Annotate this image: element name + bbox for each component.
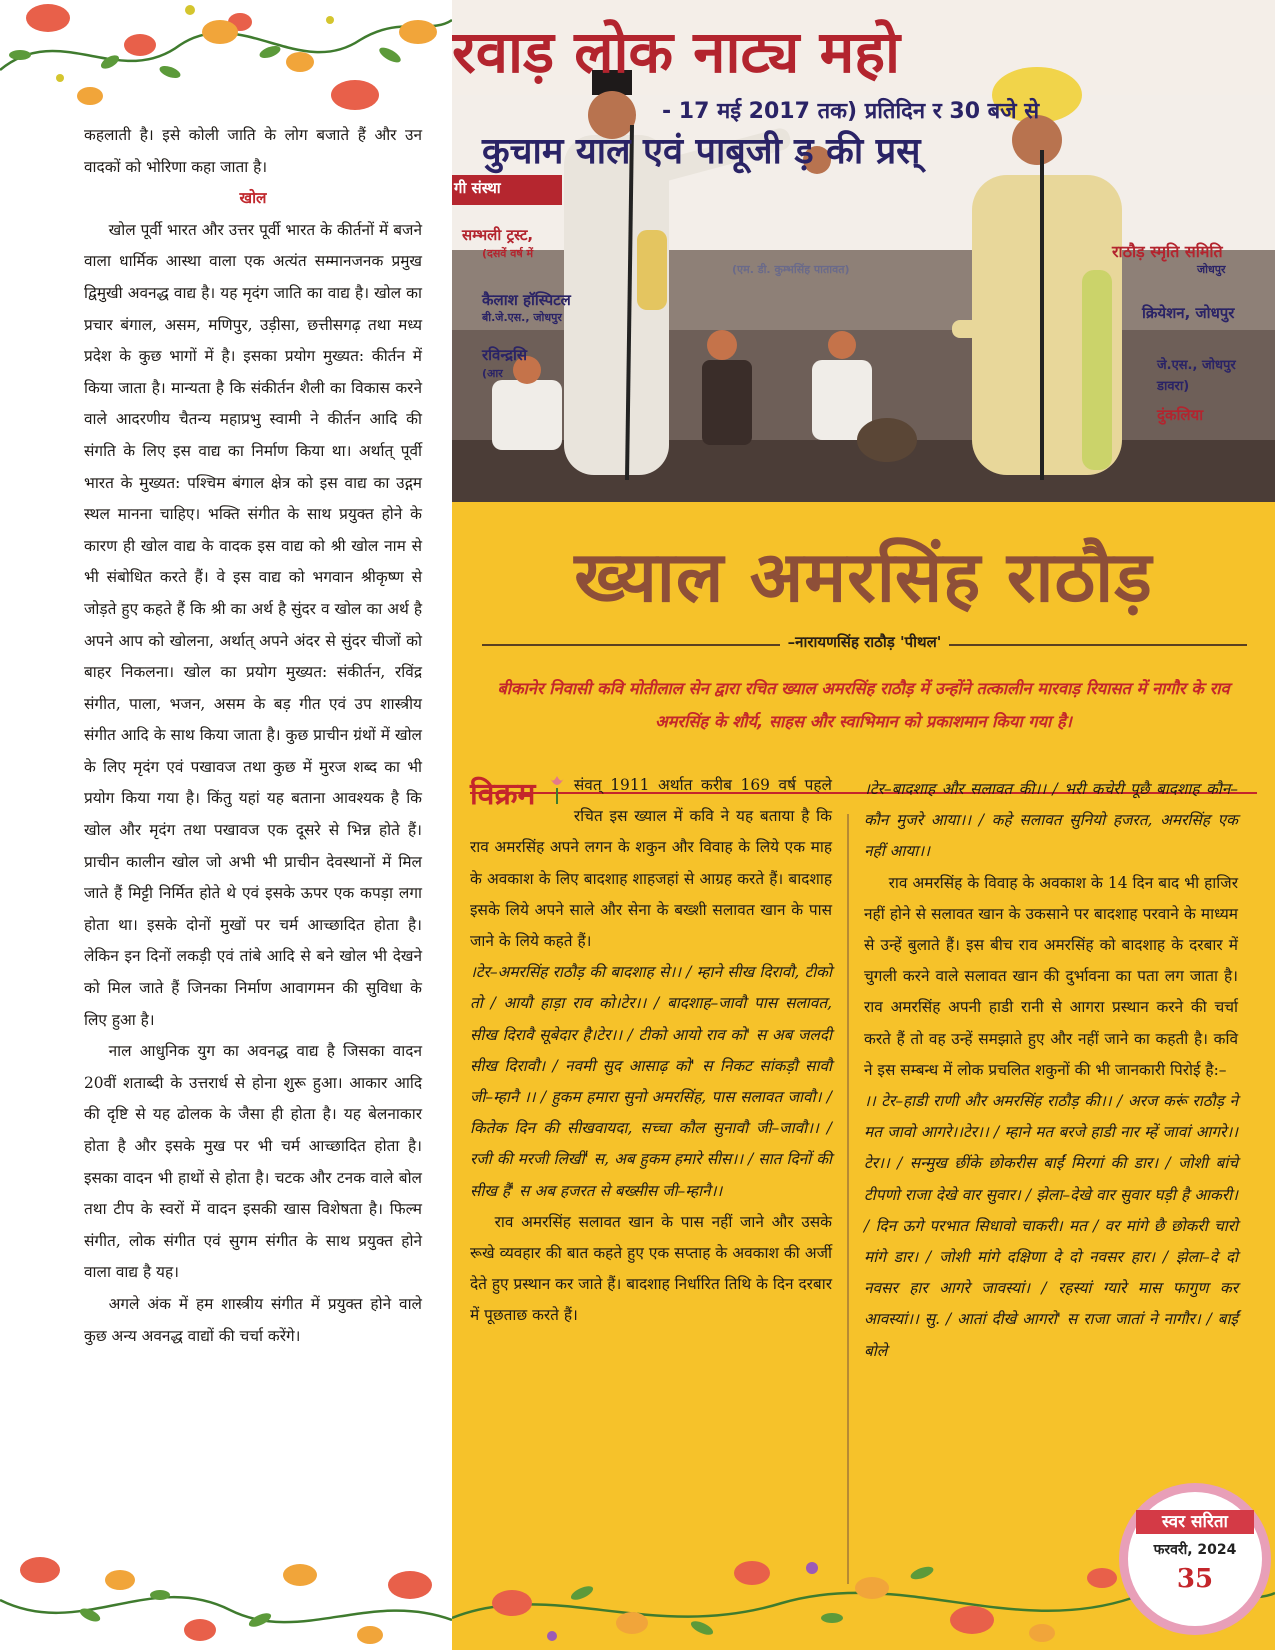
- paragraph: संवत् 1911 अर्थात करीब 169 वर्ष पहले रचित इस ख्याल में कवि ने यह बताया है कि राव अमरसिंह अपने लगन के शकुन और विवाह के लिये एक माह के अवकाश के लिए बादशाह शाहजहां से आग्रह करते हैं। बादशाह इसके लिये अपने साले और सेना के बख्शी सलावत खान के पास जाने के लिये कहते हैं।: [470, 776, 832, 951]
- verse-block: ।। टेर–हाडी राणी और अमरसिंह राठौड़ की।। / अरज करूं राठौड़ ने मत जावो आगरे।।टेर।। / म्हाने मत बरजे हाडी नार म्हें जावां आगरे।।टेर।। / सन्मुख छींके छोकरीस बाईं मिरगां की डार। / जोशी बांचे टीपणो राजा देखे वार सुवार। / झेला–देखे वार सुवार घड़ी है आकरी। / दिन ऊगे परभात सिधावो चाकरी। मत / वर मांगे छै छोकरी चारो मांगे डार। / जोशी मांगे दक्षिणा दे दो नवसर हार। / झेला–दे दो नवसर हार आगरे जावस्यां। / रहस्यां ग्यारे मास फागुण कर आवस्यां।। सु. / आतां दीखे आगरो' स राजा जातां ने नागौर। / बाईं बोले: [864, 1092, 1238, 1360]
- banner-sponsor: बी.जे.एस., जोधपुर: [482, 311, 562, 324]
- banner-subtitle: कुचाम याल एवं पाबूजी ड़ की प्रस्: [482, 131, 921, 172]
- stage-performance-photo: [452, 0, 1275, 502]
- left-article-text: [84, 120, 422, 1352]
- byline-row: [482, 632, 1247, 656]
- section-signature: [470, 774, 568, 816]
- banner-sponsor: कैलाश हॉस्पिटल: [482, 291, 571, 309]
- verse-block: ।टेर–बादशाह और सलावत की।। / भरी कचेरी पूछै बादशाह कौन–कौन मुजरे आया।। / कहे सलावत सुनियो हजरत, अमरसिंह एक नहीं आया।।: [864, 780, 1238, 861]
- article-panel: [452, 502, 1275, 1650]
- floral-decoration-bottom-left: [0, 1540, 452, 1650]
- banner-title: रवाड़ लोक नाट्य महो: [452, 18, 901, 86]
- banner-sponsor: जोधपुर: [1197, 263, 1226, 276]
- paragraph: खोल पूर्वी भारत और उत्तर पूर्वी भारत के कीर्तनों में बजने वाला धार्मिक आस्था वाला एक अत्यंत सम्मानजनक प्रमुख द्विमुखी अवनद्ध वाद्य है। यह मृदंग जाति का वाद्य है। खोल का प्रचार बंगाल, असम, मणिपुर, उड़ीसा, छत्तीसगढ़ तथा मध्य प्रदेश के कुछ भागों में है। इसका प्रयोग मुख्यत: कीर्तन में किया जाता है। मान्यता है कि संकीर्तन शैली का विकास करने वाले आदरणीय चैतन्य महाप्रभु स्वामी ने कीर्तन आदि की संगति के लिए इस वाद्य का निर्माण किया था। अर्थात् पूर्वी भारत के मुख्यत: पश्चिम बंगाल क्षेत्र को इस वाद्य का उद्गम स्थल मानना चाहिए। भक्ति संगीत के साथ प्रयुक्त होने के कारण ही खोल वाद्य के वादक इस वाद्य को श्री खोल नाम से भी संबोधित करते हैं। वे इस वाद्य को भगवान श्रीकृष्ण से जोड़ते हुए कहते हैं कि श्री का अर्थ है सुंदर व खोल का अर्थ है अपने आप को खोलना, अर्थात् अपने अंदर से सुंदर चीजों को बाहर निकलना। खोल का प्रयोग मुख्यत: संकीर्तन, रविंद्र संगीत, पाला, भजन, असम के बड़ गीत एवं उप शास्त्रीय संगीत आदि के साथ किया जाता है। कुछ प्राचीन ग्रंथों में खोल के लिए मृदंग एवं पखावज तथा कुछ में मुरज शब्द का भी प्रयोग किया गया है। किंतु यहां यह बताना आवश्यक है कि खोल और मृदंग तथा पखावज एक दूसरे से भिन्न होते हैं। प्राचीन कालीन खोल जो अभी भी प्राचीन देवस्थानों में मिल जाते हैं मिट्टी निर्मित होते थे एवं इसके ऊपर एक कपड़ा लगा होता था। इसके दोनों मुखों पर चर्म आच्छादित होता है। लेकिन इन दिनों लकड़ी एवं तांबे आदि से बने खोल भी देखने को मिल जाते हैं जिनका निर्माण आवागमन की सुविधा के लिए हुआ है।: [84, 220, 422, 1029]
- page-number: 35: [1176, 1564, 1214, 1594]
- author-name: –नारायणसिंह राठौड़ 'पीथल': [780, 633, 950, 651]
- banner-sponsor: जे.एस., जोधपुर: [1157, 358, 1236, 373]
- signature-text: विक्रम: [470, 777, 536, 812]
- left-column: [0, 0, 452, 1650]
- floral-decoration-top: [0, 0, 452, 115]
- column-divider: [847, 814, 849, 1584]
- banner-sponsor: दुंकलिया: [1157, 406, 1204, 424]
- banner-sponsor: रविन्द्रसि: [482, 346, 527, 364]
- article-intro: बीकानेर निवासी कवि मोतीलाल सेन द्वारा रचित ख्याल अमरसिंह राठौड़ में उन्होंने तत्कालीन मारवाड़ रियासत में नागौर के राव अमरसिंह के शौर्य, साहस और स्वाभिमान को प्रकाशमान किया गया है।: [497, 679, 1230, 731]
- banner-sponsor: सम्भली ट्रस्ट,: [462, 226, 534, 244]
- banner-sponsor: गी संस्था: [454, 179, 501, 197]
- article-column-1: [470, 770, 832, 1332]
- banner-sponsor: (दसवें वर्ष में: [482, 247, 534, 260]
- issue-badge: [1128, 1492, 1262, 1626]
- banner-sponsor: राठौड़ स्मृति समिति: [1112, 242, 1223, 261]
- magazine-name: स्वर सरिता: [1136, 1510, 1254, 1534]
- issue-date: फरवरी, 2024: [1153, 1542, 1237, 1558]
- article-column-2: [864, 774, 1238, 1367]
- paragraph: अगले अंक में हम शास्त्रीय संगीत में प्रयुक्त होने वाले कुछ अन्य अवनद्ध वाद्यों की चर्चा करेंगे।: [84, 1294, 422, 1345]
- banner-sponsor: (आर: [482, 367, 503, 380]
- banner-dates: - 17 मई 2017 तक) प्रतिदिन र 30 बजे से: [662, 99, 1040, 124]
- tulip-icon: [546, 774, 568, 804]
- article-title: ख्याल अमरसिंह राठौड़: [574, 536, 1153, 618]
- paragraph: नाल आधुनिक युग का अवनद्ध वाद्य है जिसका वादन 20वीं शताब्दी के उत्तरार्ध से होना शुरू हुआ। आकार आदि की दृष्टि से यह ढोलक के जैसा ही होता है। यह बेलनाकार होता है और इसके मुख पर भी चर्म आच्छादित होता है। इसका वादन भी हाथों से होता है। चटक और टनक वाले बोल तथा टीप के स्वरों में वादन इसकी खास विशेषता है। फिल्म संगीत, लोक संगीत एवं सुगम संगीत के साथ प्रयुक्त होने वाला वाद्य है यह।: [84, 1042, 422, 1282]
- paragraph: राव अमरसिंह के विवाह के अवकाश के 14 दिन बाद भी हाजिर नहीं होने से सलावत खान के उकसाने पर बादशाह परवाने के माध्यम से उन्हें बुलाते हैं। इस बीच राव अमरसिंह को बादशाह के दरबार में चुगली करने वाले सलावत खान की दुर्भावना का पता लग जाता है। राव अमरसिंह अपनी हाडी रानी से आगरा प्रस्थान करने की चर्चा करते हैं तो वह उन्हें समझाते हुए और नहीं जाने का कहती है। कवि ने इस सम्बन्ध में लोक प्रचलित शकुनों की भी जानकारी पिरोई है:–: [864, 873, 1238, 1079]
- verse-block: ।टेर–अमरसिंह राठौड़ की बादशाह से।। / म्हाने सीख दिरावौ, टीको तो / आयौ हाड़ा राव को।टेर।। / बादशाह–जावौ पास सलावत, सीख दिरावै सूबेदार है।टेर।। / टीको आयो राव को' स अब जलदी सीख दिरावौ। / नवमी सुद आसाढ़ को' स निकट सांकड़ौ सावौ जी–म्हानै ।। / हुकम हमारा सुनो अमरसिंह, पास सलावत जावौ। / कितेक दिन की सीखवायदा, सच्चा कौल सुनावौ जी–जावौ।। / रजी की मरजी लिखीं' स, अब हुकम हमारे सीस।। / सात दिनों की सीख हैं' स अब हजरत से बख्सीस जी–म्हानै।।: [470, 963, 832, 1200]
- banner-sponsor: डावरा): [1157, 379, 1190, 394]
- byline: [482, 632, 1247, 652]
- paragraph: कहलाती है। इसे कोली जाति के लोग बजाते हैं और उन वादकों को भोरिणा कहा जाता है।: [84, 126, 422, 176]
- banner-sponsor: क्रियेशन, जोधपुर: [1142, 304, 1235, 322]
- section-heading: खोल: [239, 189, 267, 208]
- paragraph: राव अमरसिंह सलावत खान के पास नहीं जाने और उसके रूखे व्यवहार की बात कहते हुए एक सप्ताह के अवकाश की अर्जी देते हुए प्रस्थान कर जाते हैं। बादशाह निर्धारित तिथि के दिन दरबार में पूछताछ करते हैं।: [470, 1212, 832, 1325]
- banner-sponsor: (एम. डी. कुम्भसिंह पातावत): [732, 263, 850, 276]
